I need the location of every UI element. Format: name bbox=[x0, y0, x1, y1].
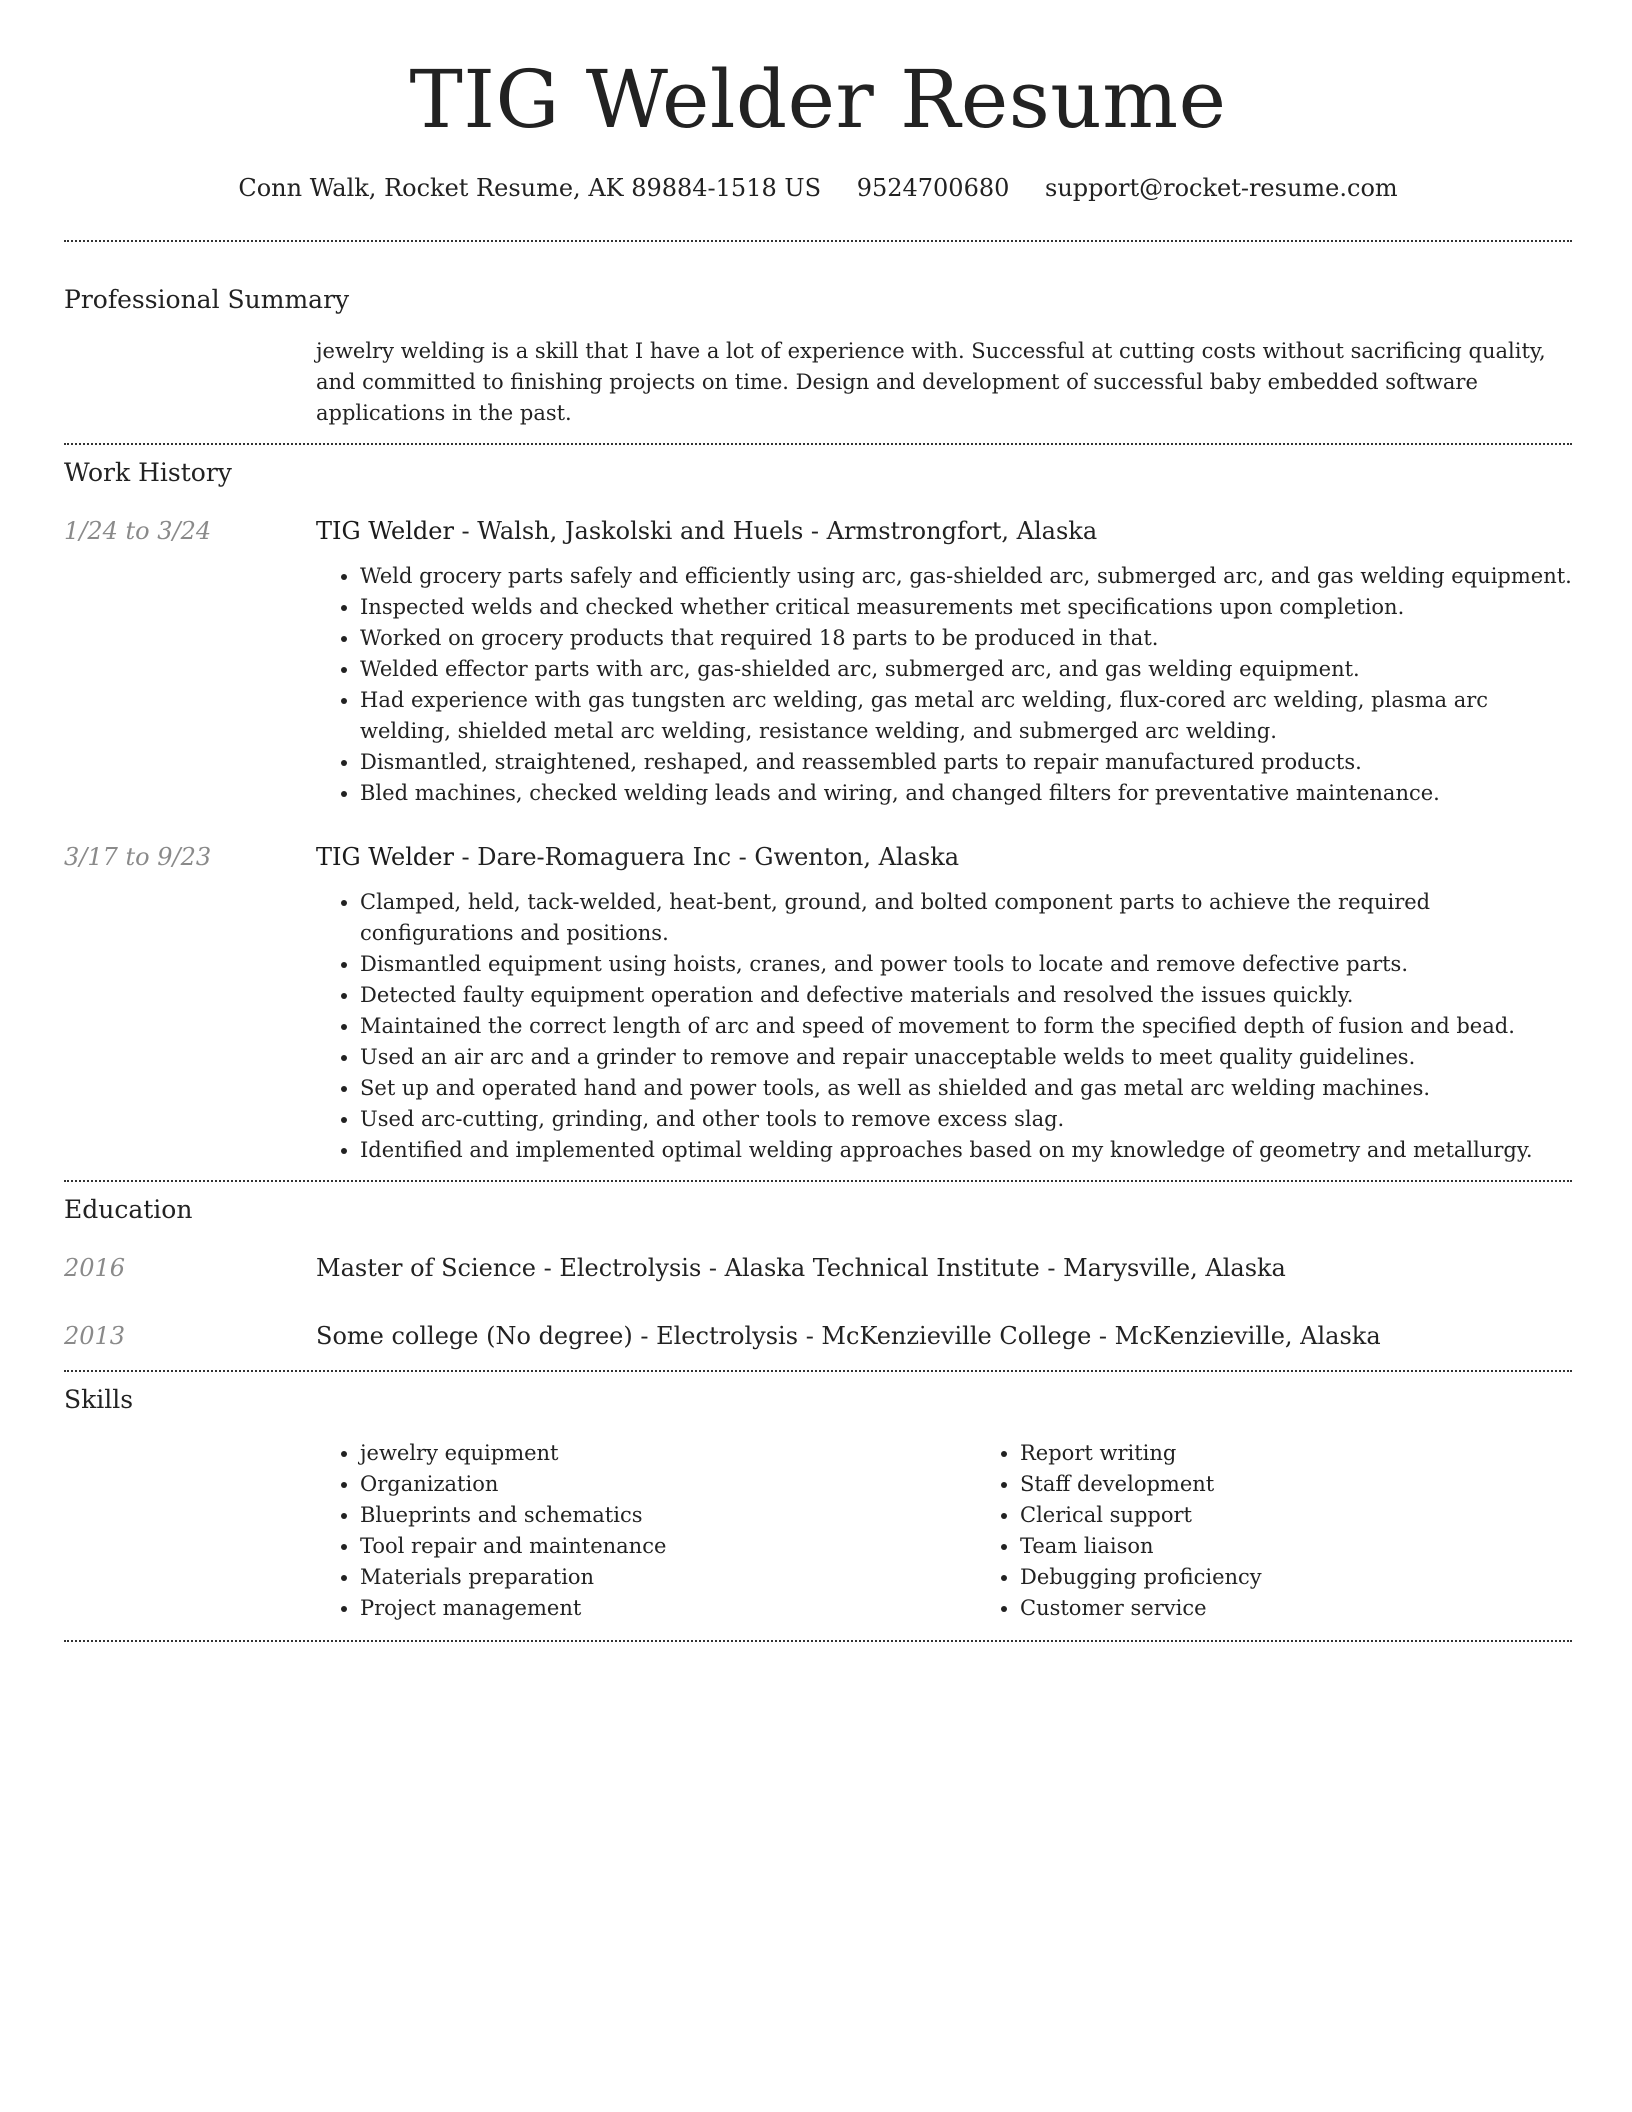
education-degree: Master of Science - Electrolysis bbox=[316, 1254, 702, 1282]
education-heading-line bbox=[316, 1318, 1572, 1354]
skill-item: • jewelry equipment bbox=[360, 1438, 976, 1469]
list-item: • Maintained the correct length of arc and speed of movement to form the specified depth of fusion and bead. bbox=[360, 1011, 1572, 1042]
list-item: • Had experience with gas tungsten arc welding, gas metal arc welding, flux-cored arc welding, plasma arc welding, shielded metal arc welding, resistance welding, and submerged arc welding. bbox=[360, 685, 1572, 747]
summary-section bbox=[64, 242, 1572, 429]
education-degree: Some college (No degree) - Electrolysis bbox=[316, 1322, 799, 1350]
job-employer: - Walsh, Jaskolski and Huels - Armstrongfort, Alaska bbox=[453, 517, 1098, 545]
job-bullets bbox=[316, 561, 1572, 809]
skill-item: • Blueprints and schematics bbox=[360, 1500, 976, 1531]
list-item: • Bled machines, checked welding leads and wiring, and changed filters for preventative maintenance. bbox=[360, 778, 1572, 809]
list-item: • Set up and operated hand and power tools, as well as shielded and gas metal arc welding machines. bbox=[360, 1073, 1572, 1104]
summary-heading: Professional Summary bbox=[64, 285, 350, 314]
skill-item: • Customer service bbox=[1020, 1593, 1632, 1624]
resume-page bbox=[64, 0, 1572, 1642]
education-heading-line bbox=[316, 1250, 1572, 1286]
education-school: - Alaska Technical Institute - Marysville, Alaska bbox=[701, 1254, 1286, 1282]
page-title: TIG Welder Resume bbox=[409, 53, 1227, 146]
skill-item: • Materials preparation bbox=[360, 1562, 976, 1593]
skill-item: • Organization bbox=[360, 1469, 976, 1500]
job-dates: 3/17 to 9/23 bbox=[64, 843, 212, 871]
job-entry bbox=[64, 513, 1572, 809]
skills-grid bbox=[316, 1438, 1632, 1624]
education-year: 2013 bbox=[64, 1322, 126, 1350]
work-section bbox=[64, 445, 1572, 1166]
skill-item: • Debugging proficiency bbox=[1020, 1562, 1632, 1593]
skills-section bbox=[64, 1372, 1572, 1624]
education-section bbox=[64, 1182, 1572, 1354]
education-heading: Education bbox=[64, 1195, 193, 1224]
contact-email: support@rocket-resume.com bbox=[1045, 174, 1398, 202]
education-year: 2016 bbox=[64, 1254, 126, 1282]
job-entry bbox=[64, 839, 1572, 1166]
list-item: • Identified and implemented optimal welding approaches based on my knowledge of geometry and metallurgy. bbox=[360, 1135, 1572, 1166]
skill-item: • Team liaison bbox=[1020, 1531, 1632, 1562]
job-bullets bbox=[316, 887, 1572, 1166]
contact-phone: 9524700680 bbox=[856, 174, 1010, 202]
skill-item: • Tool repair and maintenance bbox=[360, 1531, 976, 1562]
list-item: • Clamped, held, tack-welded, heat-bent, ground, and bolted component parts to achieve the required configurations and positions. bbox=[360, 887, 1572, 949]
education-school: - McKenzieville College - McKenzieville, Alaska bbox=[798, 1322, 1381, 1350]
skill-item: • Staff development bbox=[1020, 1469, 1632, 1500]
list-item: • Dismantled equipment using hoists, cranes, and power tools to locate and remove defective parts. bbox=[360, 949, 1572, 980]
list-item: • Welded effector parts with arc, gas-shielded arc, submerged arc, and gas welding equipment. bbox=[360, 654, 1572, 685]
education-entry bbox=[64, 1250, 1572, 1286]
list-item: • Inspected welds and checked whether critical measurements met specifications upon completion. bbox=[360, 592, 1572, 623]
contact-line bbox=[64, 170, 1572, 206]
job-title: TIG Welder bbox=[316, 517, 454, 545]
job-heading bbox=[316, 839, 1572, 875]
list-item: • Used arc-cutting, grinding, and other tools to remove excess slag. bbox=[360, 1104, 1572, 1135]
skill-item: • Report writing bbox=[1020, 1438, 1632, 1469]
job-title: TIG Welder bbox=[316, 843, 454, 871]
skill-item: • Project management bbox=[360, 1593, 976, 1624]
list-item: • Weld grocery parts safely and efficiently using arc, gas-shielded arc, submerged arc, and gas welding equipment. bbox=[360, 561, 1572, 592]
skills-divider bbox=[64, 1640, 1572, 1642]
list-item: • Worked on grocery products that required 18 parts to be produced in that. bbox=[360, 623, 1572, 654]
education-entry bbox=[64, 1318, 1572, 1354]
job-heading bbox=[316, 513, 1572, 549]
skills-list-right bbox=[976, 1438, 1632, 1624]
skill-item: • Clerical support bbox=[1020, 1500, 1632, 1531]
work-heading: Work History bbox=[64, 458, 232, 487]
contact-address: Conn Walk, Rocket Resume, AK 89884-1518 US bbox=[238, 174, 822, 202]
list-item: • Detected faulty equipment operation and defective materials and resolved the issues quickly. bbox=[360, 980, 1572, 1011]
job-dates: 1/24 to 3/24 bbox=[64, 517, 212, 545]
list-item: • Dismantled, straightened, reshaped, and reassembled parts to repair manufactured products. bbox=[360, 747, 1572, 778]
job-employer: - Dare-Romaguera Inc - Gwenton, Alaska bbox=[453, 843, 960, 871]
list-item: • Used an air arc and a grinder to remove and repair unacceptable welds to meet quality guidelines. bbox=[360, 1042, 1572, 1073]
summary-text: jewelry welding is a skill that I have a lot of experience with. Successful at cutting costs without sacrificing quality, and committed to finishing projects on time. Design and development of successful baby embedded software applications in the past. bbox=[316, 339, 1546, 425]
skills-list-left bbox=[316, 1438, 976, 1624]
skills-heading: Skills bbox=[64, 1385, 134, 1414]
